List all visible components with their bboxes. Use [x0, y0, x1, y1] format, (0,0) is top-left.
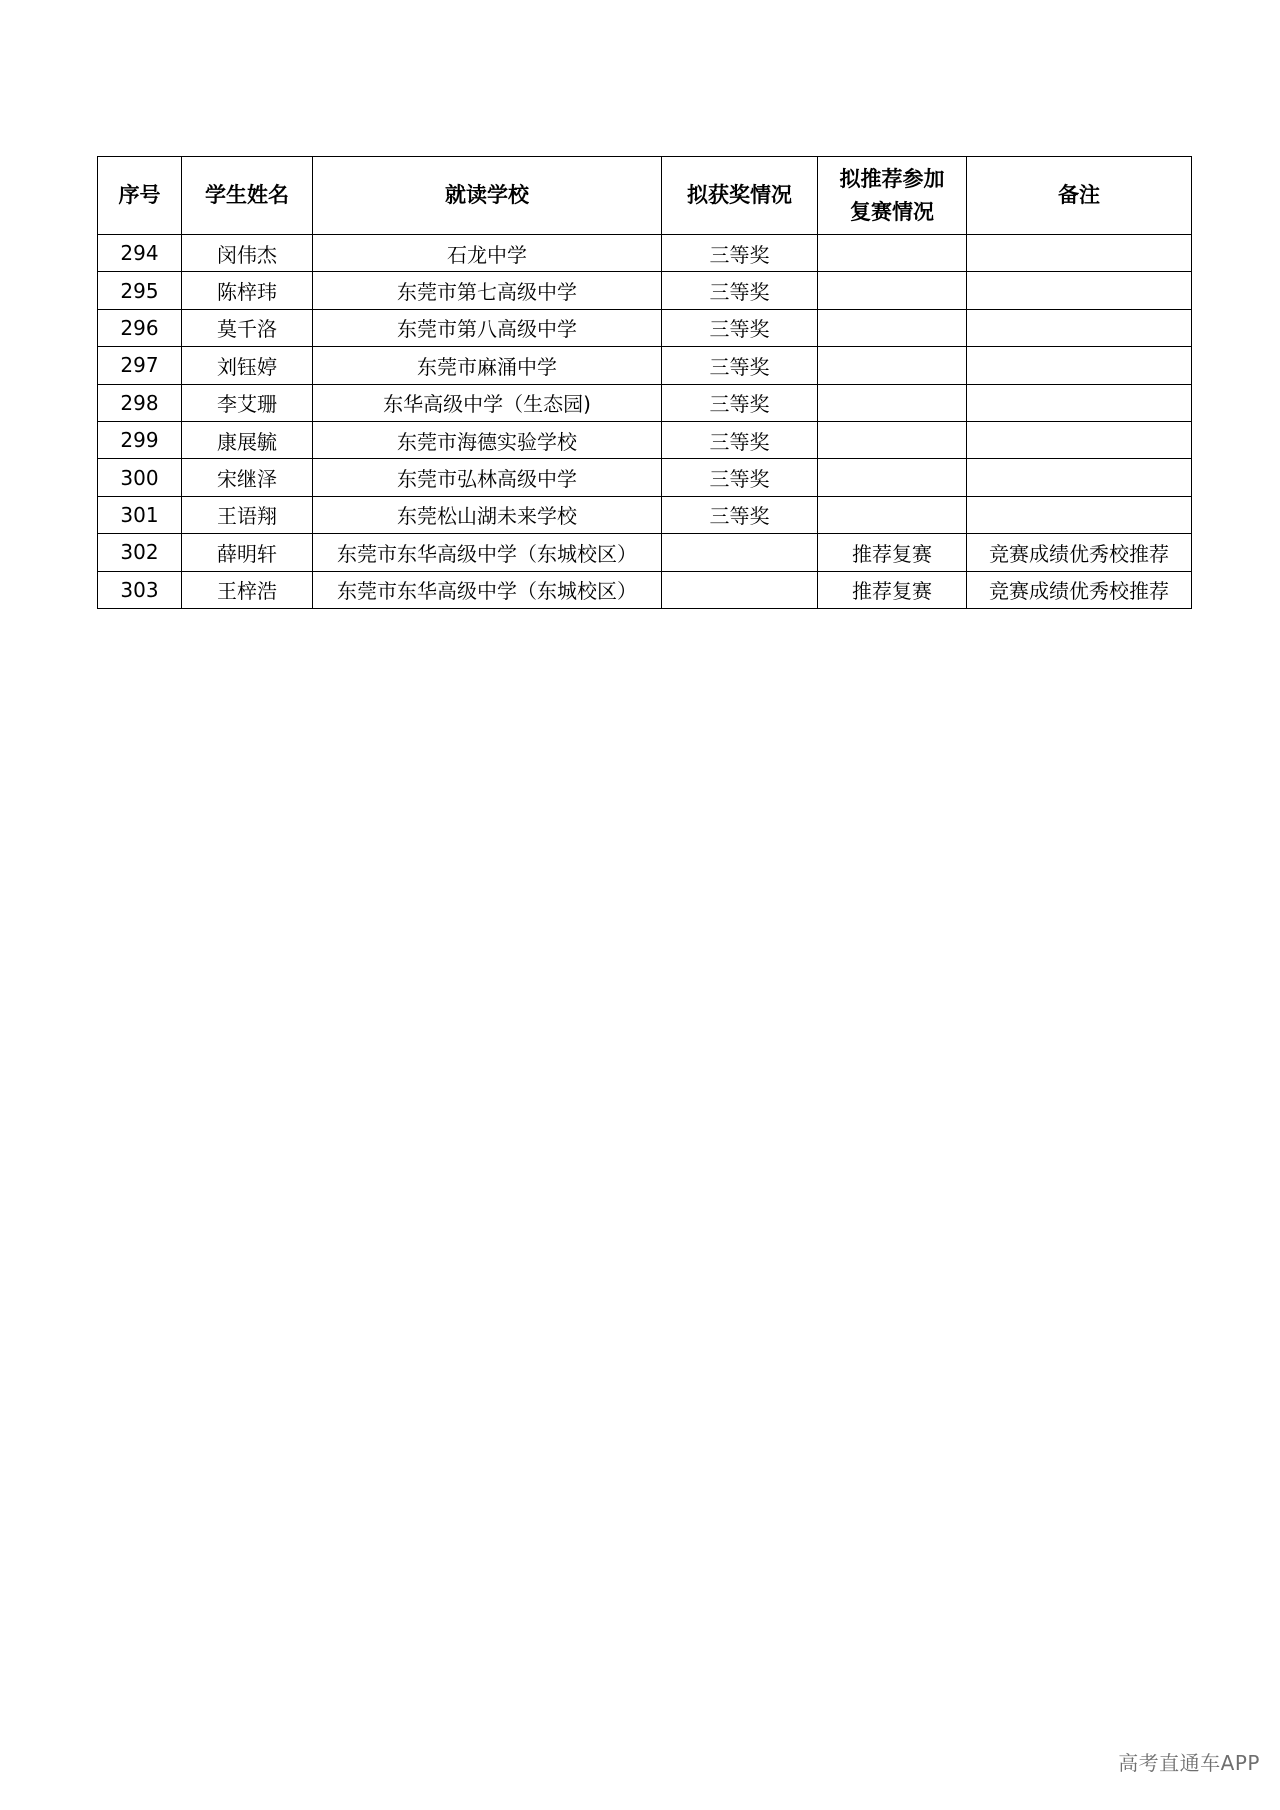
header-name: 学生姓名	[182, 157, 313, 235]
cell-recommend	[818, 235, 967, 272]
cell-school: 东莞市弘林高级中学	[313, 459, 662, 496]
cell-school: 东莞市第八高级中学	[313, 309, 662, 346]
cell-school: 东莞市第七高级中学	[313, 272, 662, 309]
cell-no: 296	[98, 309, 182, 346]
cell-recommend	[818, 421, 967, 458]
cell-no: 298	[98, 384, 182, 421]
cell-note	[967, 459, 1192, 496]
table-row	[98, 571, 1192, 608]
cell-name: 薛明轩	[182, 534, 313, 571]
cell-name: 陈梓玮	[182, 272, 313, 309]
cell-name: 王梓浩	[182, 571, 313, 608]
cell-recommend	[818, 347, 967, 384]
cell-note	[967, 384, 1192, 421]
cell-recommend	[818, 459, 967, 496]
header-no: 序号	[98, 157, 182, 235]
cell-recommend	[818, 309, 967, 346]
table-row	[98, 235, 1192, 272]
header-school: 就读学校	[313, 157, 662, 235]
cell-award: 三等奖	[662, 421, 818, 458]
header-note: 备注	[967, 157, 1192, 235]
cell-award: 三等奖	[662, 459, 818, 496]
cell-no: 303	[98, 571, 182, 608]
header-recommend-line1: 拟推荐参加	[839, 166, 945, 191]
table-row	[98, 459, 1192, 496]
table-row	[98, 421, 1192, 458]
cell-award: 三等奖	[662, 272, 818, 309]
table-row	[98, 272, 1192, 309]
cell-no: 294	[98, 235, 182, 272]
cell-award: 三等奖	[662, 347, 818, 384]
cell-award: 三等奖	[662, 309, 818, 346]
cell-award: 三等奖	[662, 235, 818, 272]
table-row	[98, 347, 1192, 384]
cell-no: 299	[98, 421, 182, 458]
cell-note	[967, 272, 1192, 309]
cell-award	[662, 571, 818, 608]
cell-award	[662, 534, 818, 571]
cell-no: 300	[98, 459, 182, 496]
cell-recommend: 推荐复赛	[818, 534, 967, 571]
header-award: 拟获奖情况	[662, 157, 818, 235]
table-header-row	[98, 157, 1192, 235]
cell-award: 三等奖	[662, 384, 818, 421]
cell-note: 竞赛成绩优秀校推荐	[967, 534, 1192, 571]
cell-note	[967, 496, 1192, 533]
cell-name: 闵伟杰	[182, 235, 313, 272]
cell-school: 石龙中学	[313, 235, 662, 272]
cell-recommend	[818, 384, 967, 421]
cell-school: 东莞松山湖未来学校	[313, 496, 662, 533]
cell-note	[967, 235, 1192, 272]
cell-award: 三等奖	[662, 496, 818, 533]
cell-name: 康展毓	[182, 421, 313, 458]
header-recommend	[818, 157, 967, 235]
watermark-text: 高考直通车APP	[1118, 1751, 1260, 1775]
cell-recommend	[818, 272, 967, 309]
cell-recommend	[818, 496, 967, 533]
award-table	[97, 156, 1192, 609]
table-row	[98, 309, 1192, 346]
cell-name: 李艾珊	[182, 384, 313, 421]
table-row	[98, 384, 1192, 421]
cell-school: 东莞市东华高级中学（东城校区）	[313, 534, 662, 571]
cell-no: 302	[98, 534, 182, 571]
cell-recommend: 推荐复赛	[818, 571, 967, 608]
table-row	[98, 496, 1192, 533]
cell-no: 301	[98, 496, 182, 533]
cell-name: 王语翔	[182, 496, 313, 533]
cell-name: 刘钰婷	[182, 347, 313, 384]
cell-no: 297	[98, 347, 182, 384]
cell-name: 宋继泽	[182, 459, 313, 496]
cell-school: 东莞市海德实验学校	[313, 421, 662, 458]
cell-note	[967, 309, 1192, 346]
table-row	[98, 534, 1192, 571]
cell-school: 东华高级中学（生态园)	[313, 384, 662, 421]
cell-school: 东莞市东华高级中学（东城校区）	[313, 571, 662, 608]
cell-note	[967, 421, 1192, 458]
cell-note: 竞赛成绩优秀校推荐	[967, 571, 1192, 608]
cell-no: 295	[98, 272, 182, 309]
cell-note	[967, 347, 1192, 384]
cell-name: 莫千洛	[182, 309, 313, 346]
header-recommend-line2: 复赛情况	[850, 199, 934, 224]
cell-school: 东莞市麻涌中学	[313, 347, 662, 384]
